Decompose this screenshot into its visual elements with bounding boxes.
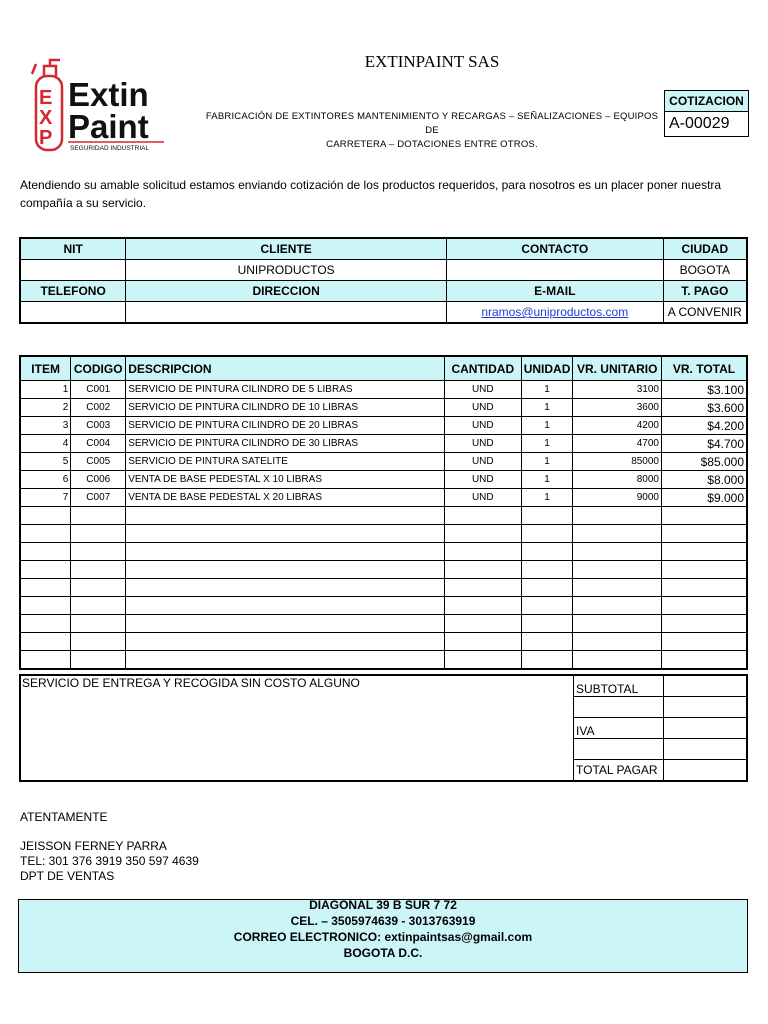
tagline-line-2: CARRETERA – DOTACIONES ENTRE OTROS. — [326, 139, 538, 150]
cell-unitario: 85000 — [573, 453, 662, 471]
closing: ATENTAMENTE — [20, 810, 108, 824]
intro-text: Atendiendo su amable solicitud estamos enviando cotización de los productos requeridos, para nosotros es un placer poner nuestra compañía a su servicio. — [20, 178, 722, 210]
cell-unitario: 4700 — [573, 435, 662, 453]
empty-cell — [573, 633, 662, 651]
empty-cell — [71, 507, 126, 525]
empty-cell — [20, 651, 71, 670]
cell-desc: SERVICIO DE PINTURA CILINDRO DE 30 LIBRAS — [126, 435, 445, 453]
tagline-line-1: FABRICACIÓN DE EXTINTORES MANTENIMIENTO Y RECARGAS – SEÑALIZACIONES – EQUIPOS DE — [205, 111, 659, 136]
empty-cell — [126, 615, 445, 633]
table-row — [20, 399, 747, 417]
empty-cell — [573, 597, 662, 615]
empty-cell — [20, 525, 71, 543]
table-row — [20, 489, 747, 507]
header-pago: T. PAGO — [663, 281, 747, 302]
empty-cell — [573, 507, 662, 525]
cell-desc: SERVICIO DE PINTURA CILINDRO DE 20 LIBRAS — [126, 417, 445, 435]
quote-label: COTIZACION — [665, 91, 748, 112]
cell-codigo: C005 — [71, 453, 126, 471]
empty-cell — [20, 561, 71, 579]
cell-unidad: 1 — [521, 471, 573, 489]
empty-cell — [71, 651, 126, 670]
items-table — [19, 355, 748, 670]
empty-cell — [573, 543, 662, 561]
col-cantidad: CANTIDAD — [444, 356, 521, 381]
empty-cell — [521, 651, 573, 670]
empty-cell — [662, 525, 748, 543]
footer-cel: CEL. – 3505974639 - 3013763919 — [290, 914, 476, 928]
cliente-value: UNIPRODUCTOS — [126, 260, 447, 281]
cell-total: $4.700 — [662, 435, 748, 453]
empty-cell — [20, 579, 71, 597]
cell-desc: VENTA DE BASE PEDESTAL X 10 LIBRAS — [126, 471, 445, 489]
logo-word-paint: Paint — [68, 108, 149, 145]
cell-cantidad: UND — [444, 453, 521, 471]
cell-cantidad: UND — [444, 417, 521, 435]
cell-unidad: 1 — [521, 417, 573, 435]
empty-row — [20, 561, 747, 579]
subtotal-label: SUBTOTAL — [574, 676, 664, 697]
cell-desc: VENTA DE BASE PEDESTAL X 20 LIBRAS — [126, 489, 445, 507]
empty-row — [20, 525, 747, 543]
iva-value — [664, 718, 747, 739]
empty-cell — [444, 561, 521, 579]
cell-unidad: 1 — [521, 381, 573, 399]
empty-cell — [20, 543, 71, 561]
cell-total: $3.100 — [662, 381, 748, 399]
empty-cell — [444, 543, 521, 561]
empty-cell — [573, 651, 662, 670]
empty-cell — [126, 543, 445, 561]
company-logo — [30, 58, 168, 156]
empty-row — [20, 633, 747, 651]
cell-cantidad: UND — [444, 381, 521, 399]
cell-item: 1 — [20, 381, 71, 399]
cell-desc: SERVICIO DE PINTURA CILINDRO DE 10 LIBRAS — [126, 399, 445, 417]
col-codigo: CODIGO — [71, 356, 126, 381]
signature-block — [20, 810, 199, 884]
empty-cell — [521, 633, 573, 651]
email-link[interactable]: nramos@uniproductos.com — [481, 305, 629, 319]
cell-unidad: 1 — [521, 399, 573, 417]
empty-cell — [662, 579, 748, 597]
signer-name: JEISSON FERNEY PARRA — [20, 839, 167, 853]
header-telefono: TELEFONO — [20, 281, 126, 302]
empty-cell — [20, 615, 71, 633]
col-total: VR. TOTAL — [662, 356, 748, 381]
empty-cell — [662, 561, 748, 579]
empty-cell — [126, 633, 445, 651]
cell-total: $8.000 — [662, 471, 748, 489]
delivery-note: SERVICIO DE ENTREGA Y RECOGIDA SIN COSTO ALGUNO — [22, 676, 360, 690]
empty-row — [20, 579, 747, 597]
empty-cell — [521, 525, 573, 543]
cell-item: 4 — [20, 435, 71, 453]
empty-row — [20, 597, 747, 615]
total-value — [664, 760, 747, 781]
empty-cell — [521, 579, 573, 597]
empty-cell — [444, 633, 521, 651]
empty-cell — [662, 507, 748, 525]
table-row — [20, 453, 747, 471]
cell-desc: SERVICIO DE PINTURA SATELITE — [126, 453, 445, 471]
footer-box — [18, 899, 748, 973]
cell-total: $85.000 — [662, 453, 748, 471]
header-ciudad: CIUDAD — [663, 238, 747, 260]
totals-spacer — [574, 739, 664, 760]
quote-box — [664, 90, 749, 137]
cell-cantidad: UND — [444, 399, 521, 417]
ciudad-value: BOGOTA — [663, 260, 747, 281]
signer-tel: TEL: 301 376 3919 350 597 4639 — [20, 854, 199, 868]
col-item: ITEM — [20, 356, 71, 381]
empty-cell — [71, 579, 126, 597]
empty-cell — [444, 597, 521, 615]
footer-address: DIAGONAL 39 B SUR 7 72 — [309, 898, 457, 912]
empty-row — [20, 543, 747, 561]
company-tagline — [200, 110, 664, 152]
empty-cell — [662, 543, 748, 561]
empty-cell — [521, 507, 573, 525]
header-contacto: CONTACTO — [446, 238, 663, 260]
cell-codigo: C001 — [71, 381, 126, 399]
table-row — [20, 381, 747, 399]
empty-cell — [71, 561, 126, 579]
empty-cell — [662, 615, 748, 633]
cell-desc: SERVICIO DE PINTURA CILINDRO DE 5 LIBRAS — [126, 381, 445, 399]
cell-cantidad: UND — [444, 471, 521, 489]
empty-cell — [662, 597, 748, 615]
cell-item: 2 — [20, 399, 71, 417]
cell-item: 7 — [20, 489, 71, 507]
empty-cell — [573, 525, 662, 543]
cell-codigo: C007 — [71, 489, 126, 507]
empty-cell — [126, 579, 445, 597]
table-row — [20, 435, 747, 453]
header-cliente: CLIENTE — [126, 238, 447, 260]
totals-spacer — [574, 697, 664, 718]
empty-cell — [126, 525, 445, 543]
cell-cantidad: UND — [444, 489, 521, 507]
footer-email: CORREO ELECTRONICO: extinpaintsas@gmail.com — [233, 930, 533, 944]
footer-city: BOGOTA D.C. — [343, 946, 423, 960]
cell-unidad: 1 — [521, 435, 573, 453]
empty-cell — [126, 561, 445, 579]
logo-letter-p: P — [39, 127, 53, 149]
direccion-value — [126, 302, 447, 324]
header-direccion: DIRECCION — [126, 281, 447, 302]
empty-cell — [662, 651, 748, 670]
nit-value — [20, 260, 126, 281]
empty-cell — [444, 615, 521, 633]
empty-cell — [573, 615, 662, 633]
empty-cell — [126, 507, 445, 525]
quote-number: A-00029 — [669, 115, 730, 132]
cell-unitario: 3100 — [573, 381, 662, 399]
cell-total: $3.600 — [662, 399, 748, 417]
empty-cell — [126, 651, 445, 670]
cell-codigo: C002 — [71, 399, 126, 417]
empty-cell — [71, 615, 126, 633]
empty-cell — [444, 579, 521, 597]
pago-value: A CONVENIR — [663, 302, 747, 324]
empty-cell — [573, 579, 662, 597]
totals-spacer — [664, 739, 747, 760]
empty-row — [20, 651, 747, 670]
empty-cell — [71, 543, 126, 561]
empty-row — [20, 615, 747, 633]
empty-cell — [20, 633, 71, 651]
empty-cell — [521, 561, 573, 579]
col-descripcion: DESCRIPCION — [126, 356, 445, 381]
col-unitario: VR. UNITARIO — [573, 356, 662, 381]
logo-subtitle: SEGURIDAD INDUSTRIAL — [70, 145, 150, 152]
cell-codigo: C003 — [71, 417, 126, 435]
col-unidad: UNIDAD — [521, 356, 573, 381]
total-label: TOTAL PAGAR — [574, 760, 664, 781]
cell-codigo: C004 — [71, 435, 126, 453]
totals-table — [573, 675, 747, 781]
empty-cell — [444, 651, 521, 670]
iva-label: IVA — [574, 718, 664, 739]
empty-cell — [662, 633, 748, 651]
cell-item: 6 — [20, 471, 71, 489]
empty-cell — [444, 507, 521, 525]
cell-unidad: 1 — [521, 489, 573, 507]
signer-dept: DPT DE VENTAS — [20, 869, 115, 883]
cell-unitario: 4200 — [573, 417, 662, 435]
cell-codigo: C006 — [71, 471, 126, 489]
logo-letter-e: E — [39, 87, 53, 109]
cell-item: 5 — [20, 453, 71, 471]
empty-cell — [20, 597, 71, 615]
empty-cell — [126, 597, 445, 615]
empty-cell — [71, 633, 126, 651]
cell-unitario: 3600 — [573, 399, 662, 417]
client-table — [19, 237, 748, 324]
empty-cell — [71, 597, 126, 615]
empty-cell — [573, 561, 662, 579]
cell-total: $4.200 — [662, 417, 748, 435]
totals-spacer — [664, 697, 747, 718]
cell-total: $9.000 — [662, 489, 748, 507]
header-nit: NIT — [20, 238, 126, 260]
empty-cell — [521, 543, 573, 561]
header-email: E-MAIL — [446, 281, 663, 302]
cell-item: 3 — [20, 417, 71, 435]
cell-cantidad: UND — [444, 435, 521, 453]
empty-cell — [521, 615, 573, 633]
telefono-value — [20, 302, 126, 324]
empty-cell — [20, 507, 71, 525]
empty-cell — [444, 525, 521, 543]
logo-word-extin: Extin — [68, 76, 149, 113]
table-row — [20, 471, 747, 489]
table-row — [20, 417, 747, 435]
empty-cell — [521, 597, 573, 615]
contacto-value — [446, 260, 663, 281]
cell-unitario: 9000 — [573, 489, 662, 507]
company-name: EXTINPAINT SAS — [364, 52, 500, 71]
subtotal-value — [664, 676, 747, 697]
cell-unitario: 8000 — [573, 471, 662, 489]
logo-letter-x: X — [39, 107, 53, 129]
empty-row — [20, 507, 747, 525]
empty-cell — [71, 525, 126, 543]
cell-unidad: 1 — [521, 453, 573, 471]
